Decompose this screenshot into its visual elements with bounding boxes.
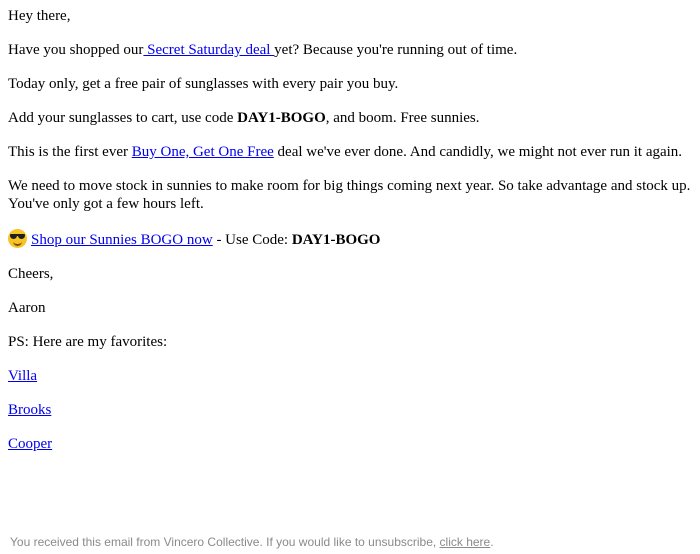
paragraph-first-ever xyxy=(8,143,692,161)
cta-line xyxy=(8,229,692,249)
favorite-brooks-link[interactable]: Brooks xyxy=(8,402,52,418)
footer-period: . xyxy=(490,535,494,549)
p1-text-after: yet? Because you're running out of time. xyxy=(274,42,518,58)
shop-sunnies-bogo-link[interactable]: Shop our Sunnies BOGO now xyxy=(31,232,213,248)
p1-text-before: Have you shopped our xyxy=(8,42,144,58)
p3-text-before: Add your sunglasses to cart, use code xyxy=(8,110,238,126)
favorite-item xyxy=(8,401,692,419)
paragraph-today-only: Today only, get a free pair of sunglasses with every pair you buy. xyxy=(8,76,399,92)
favorite-item xyxy=(8,435,692,453)
signature: Aaron xyxy=(8,300,46,316)
paragraph-move-stock: We need to move stock in sunnies to make room for big things coming next year. So take advantage and stock up. You've only got a few hours left. xyxy=(8,178,691,212)
p4-text-after: deal we've ever done. And candidly, we might not ever run it again. xyxy=(273,144,683,160)
signoff: Cheers, xyxy=(8,266,54,282)
favorite-villa-link[interactable]: Villa xyxy=(8,368,38,384)
bogo-deal-link[interactable]: Buy One, Get One Free xyxy=(131,144,274,160)
email-body xyxy=(8,7,692,469)
p3-text-after: , and boom. Free sunnies. xyxy=(325,110,480,126)
paragraph-use-code xyxy=(8,109,692,127)
sunglasses-face-icon xyxy=(8,229,27,248)
footer-text: You received this email from Vincero Collective. If you would like to unsubscribe, xyxy=(10,535,440,549)
paragraph-secret-saturday xyxy=(8,41,692,59)
cta-promo-code: DAY1-BOGO xyxy=(291,232,381,248)
cta-text-middle: - Use Code: xyxy=(212,232,292,248)
secret-saturday-deal-link[interactable]: Secret Saturday deal xyxy=(143,42,275,58)
unsubscribe-footer xyxy=(10,535,690,549)
favorite-item xyxy=(8,367,692,385)
favorite-cooper-link[interactable]: Cooper xyxy=(8,436,53,452)
ps-line: PS: Here are my favorites: xyxy=(8,334,168,350)
unsubscribe-link[interactable]: click here xyxy=(439,535,491,549)
p4-text-before: This is the first ever xyxy=(8,144,132,160)
promo-code: DAY1-BOGO xyxy=(237,110,326,126)
greeting: Hey there, xyxy=(8,8,71,24)
